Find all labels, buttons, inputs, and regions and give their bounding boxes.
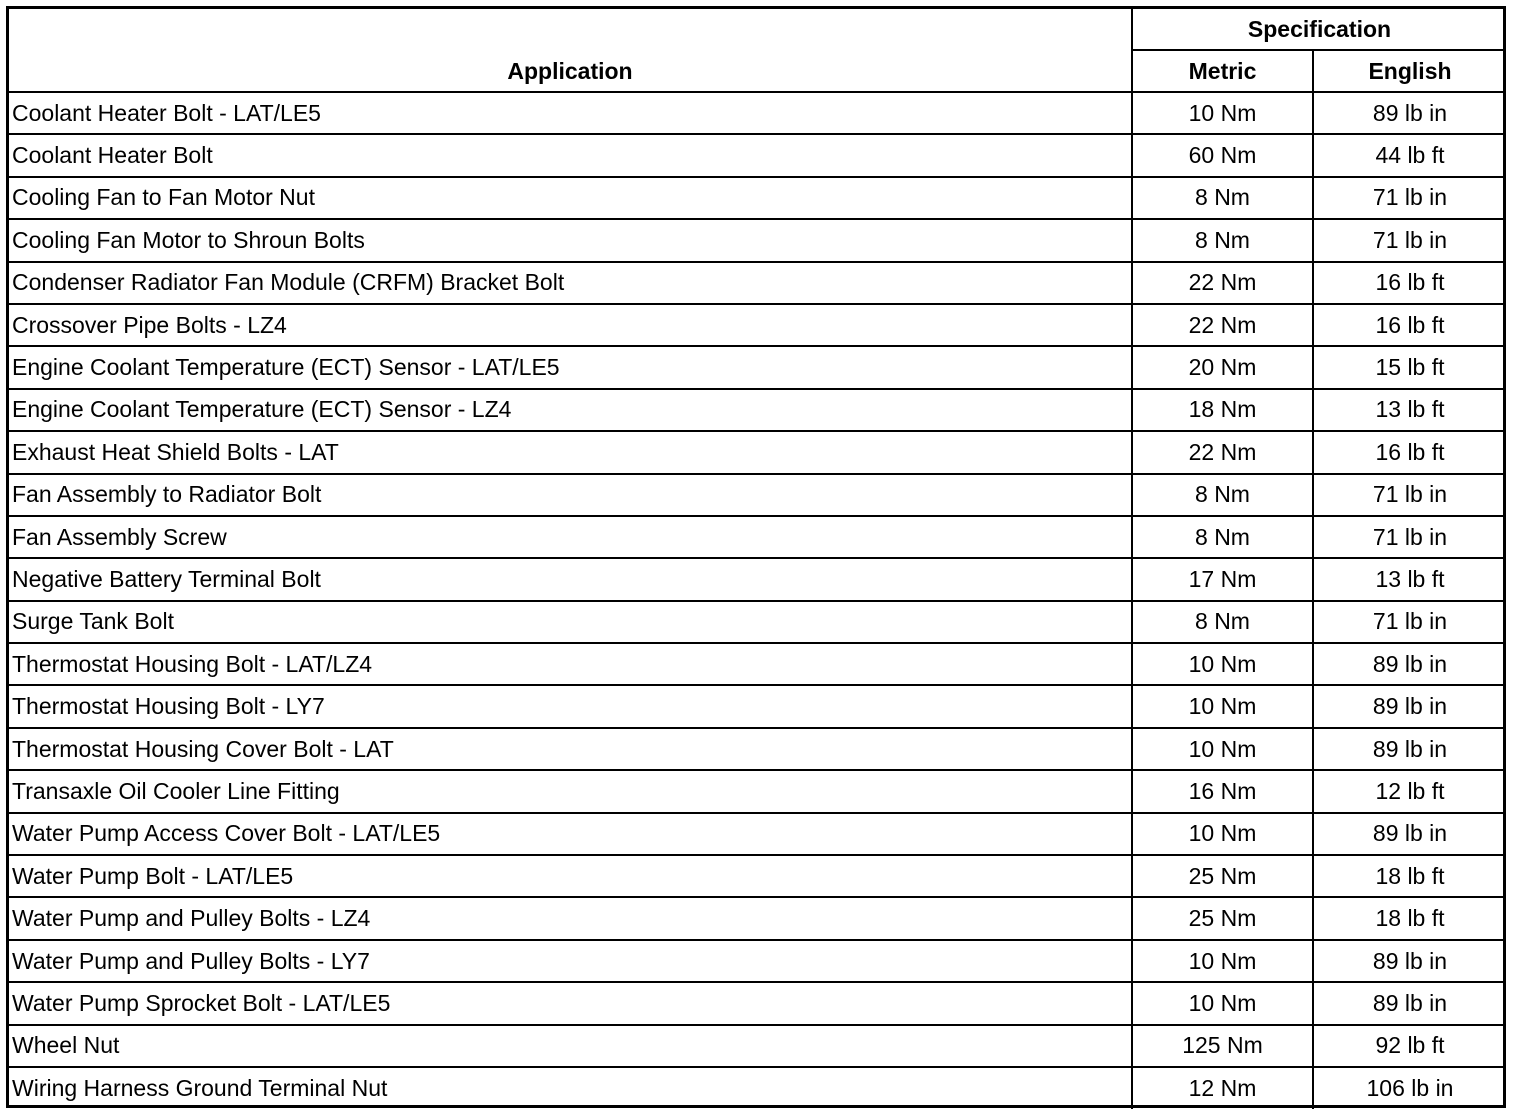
english-value-cell: 16 lb ft (1313, 262, 1506, 304)
application-cell: Cooling Fan Motor to Shroun Bolts (9, 219, 1132, 261)
metric-column-header: Metric (1132, 50, 1313, 92)
application-cell: Engine Coolant Temperature (ECT) Sensor - LZ4 (9, 389, 1132, 431)
table-row (9, 92, 1506, 134)
table-row (9, 855, 1506, 897)
table-row (9, 304, 1506, 346)
table-row (9, 219, 1506, 261)
application-cell: Thermostat Housing Bolt - LAT/LZ4 (9, 643, 1132, 685)
table-row (9, 728, 1506, 770)
metric-value-cell: 8 Nm (1132, 177, 1313, 219)
metric-value-cell: 20 Nm (1132, 346, 1313, 388)
english-value-cell: 89 lb in (1313, 982, 1506, 1024)
application-cell: Fan Assembly to Radiator Bolt (9, 474, 1132, 516)
table-row (9, 346, 1506, 388)
metric-value-cell: 18 Nm (1132, 389, 1313, 431)
table-row (9, 474, 1506, 516)
english-value-cell: 71 lb in (1313, 516, 1506, 558)
table-row (9, 431, 1506, 473)
table-row (9, 516, 1506, 558)
application-cell: Water Pump Sprocket Bolt - LAT/LE5 (9, 982, 1132, 1024)
metric-value-cell: 25 Nm (1132, 855, 1313, 897)
application-cell: Coolant Heater Bolt (9, 134, 1132, 176)
table-row (9, 982, 1506, 1024)
application-column-header: Application (9, 9, 1132, 92)
metric-value-cell: 16 Nm (1132, 770, 1313, 812)
english-value-cell: 16 lb ft (1313, 304, 1506, 346)
metric-value-cell: 10 Nm (1132, 982, 1313, 1024)
metric-value-cell: 10 Nm (1132, 685, 1313, 727)
english-value-cell: 89 lb in (1313, 940, 1506, 982)
metric-value-cell: 17 Nm (1132, 558, 1313, 600)
metric-value-cell: 22 Nm (1132, 431, 1313, 473)
application-cell: Fan Assembly Screw (9, 516, 1132, 558)
application-cell: Wheel Nut (9, 1025, 1132, 1067)
english-value-cell: 92 lb ft (1313, 1025, 1506, 1067)
table-row (9, 940, 1506, 982)
english-value-cell: 89 lb in (1313, 685, 1506, 727)
application-cell: Surge Tank Bolt (9, 601, 1132, 643)
english-value-cell: 12 lb ft (1313, 770, 1506, 812)
metric-value-cell: 125 Nm (1132, 1025, 1313, 1067)
application-cell: Engine Coolant Temperature (ECT) Sensor - LAT/LE5 (9, 346, 1132, 388)
metric-value-cell: 22 Nm (1132, 304, 1313, 346)
metric-value-cell: 8 Nm (1132, 474, 1313, 516)
table-row (9, 813, 1506, 855)
table-row (9, 643, 1506, 685)
english-value-cell: 71 lb in (1313, 219, 1506, 261)
application-cell: Condenser Radiator Fan Module (CRFM) Bracket Bolt (9, 262, 1132, 304)
application-cell: Coolant Heater Bolt - LAT/LE5 (9, 92, 1132, 134)
table-row (9, 1067, 1506, 1109)
application-cell: Exhaust Heat Shield Bolts - LAT (9, 431, 1132, 473)
application-cell: Negative Battery Terminal Bolt (9, 558, 1132, 600)
table-row (9, 262, 1506, 304)
english-value-cell: 71 lb in (1313, 177, 1506, 219)
table-row (9, 770, 1506, 812)
table-row (9, 134, 1506, 176)
metric-value-cell: 10 Nm (1132, 813, 1313, 855)
english-value-cell: 16 lb ft (1313, 431, 1506, 473)
english-value-cell: 71 lb in (1313, 474, 1506, 516)
english-value-cell: 89 lb in (1313, 92, 1506, 134)
table-row (9, 389, 1506, 431)
english-value-cell: 44 lb ft (1313, 134, 1506, 176)
english-value-cell: 18 lb ft (1313, 855, 1506, 897)
application-cell: Water Pump and Pulley Bolts - LZ4 (9, 897, 1132, 939)
english-value-cell: 89 lb in (1313, 643, 1506, 685)
english-value-cell: 15 lb ft (1313, 346, 1506, 388)
application-cell: Water Pump Access Cover Bolt - LAT/LE5 (9, 813, 1132, 855)
table-row (9, 601, 1506, 643)
english-value-cell: 13 lb ft (1313, 558, 1506, 600)
metric-value-cell: 10 Nm (1132, 92, 1313, 134)
english-column-header: English (1313, 50, 1506, 92)
english-value-cell: 13 lb ft (1313, 389, 1506, 431)
application-cell: Transaxle Oil Cooler Line Fitting (9, 770, 1132, 812)
metric-value-cell: 8 Nm (1132, 601, 1313, 643)
table-row (9, 897, 1506, 939)
metric-value-cell: 25 Nm (1132, 897, 1313, 939)
metric-value-cell: 8 Nm (1132, 516, 1313, 558)
metric-value-cell: 10 Nm (1132, 940, 1313, 982)
table-row (9, 558, 1506, 600)
specification-column-header: Specification (1132, 9, 1506, 50)
english-value-cell: 89 lb in (1313, 813, 1506, 855)
application-cell: Wiring Harness Ground Terminal Nut (9, 1067, 1132, 1109)
metric-value-cell: 8 Nm (1132, 219, 1313, 261)
fastener-specification-table (9, 9, 1506, 1109)
table-row (9, 177, 1506, 219)
table-row (9, 685, 1506, 727)
english-value-cell: 18 lb ft (1313, 897, 1506, 939)
application-cell: Water Pump Bolt - LAT/LE5 (9, 855, 1132, 897)
table-row (9, 1025, 1506, 1067)
application-cell: Thermostat Housing Cover Bolt - LAT (9, 728, 1132, 770)
metric-value-cell: 10 Nm (1132, 643, 1313, 685)
metric-value-cell: 12 Nm (1132, 1067, 1313, 1109)
application-cell: Thermostat Housing Bolt - LY7 (9, 685, 1132, 727)
fastener-specification-table-frame (6, 6, 1506, 1108)
metric-value-cell: 10 Nm (1132, 728, 1313, 770)
english-value-cell: 106 lb in (1313, 1067, 1506, 1109)
english-value-cell: 71 lb in (1313, 601, 1506, 643)
application-cell: Water Pump and Pulley Bolts - LY7 (9, 940, 1132, 982)
application-cell: Cooling Fan to Fan Motor Nut (9, 177, 1132, 219)
metric-value-cell: 22 Nm (1132, 262, 1313, 304)
english-value-cell: 89 lb in (1313, 728, 1506, 770)
table-body (9, 92, 1506, 1109)
metric-value-cell: 60 Nm (1132, 134, 1313, 176)
application-cell: Crossover Pipe Bolts - LZ4 (9, 304, 1132, 346)
